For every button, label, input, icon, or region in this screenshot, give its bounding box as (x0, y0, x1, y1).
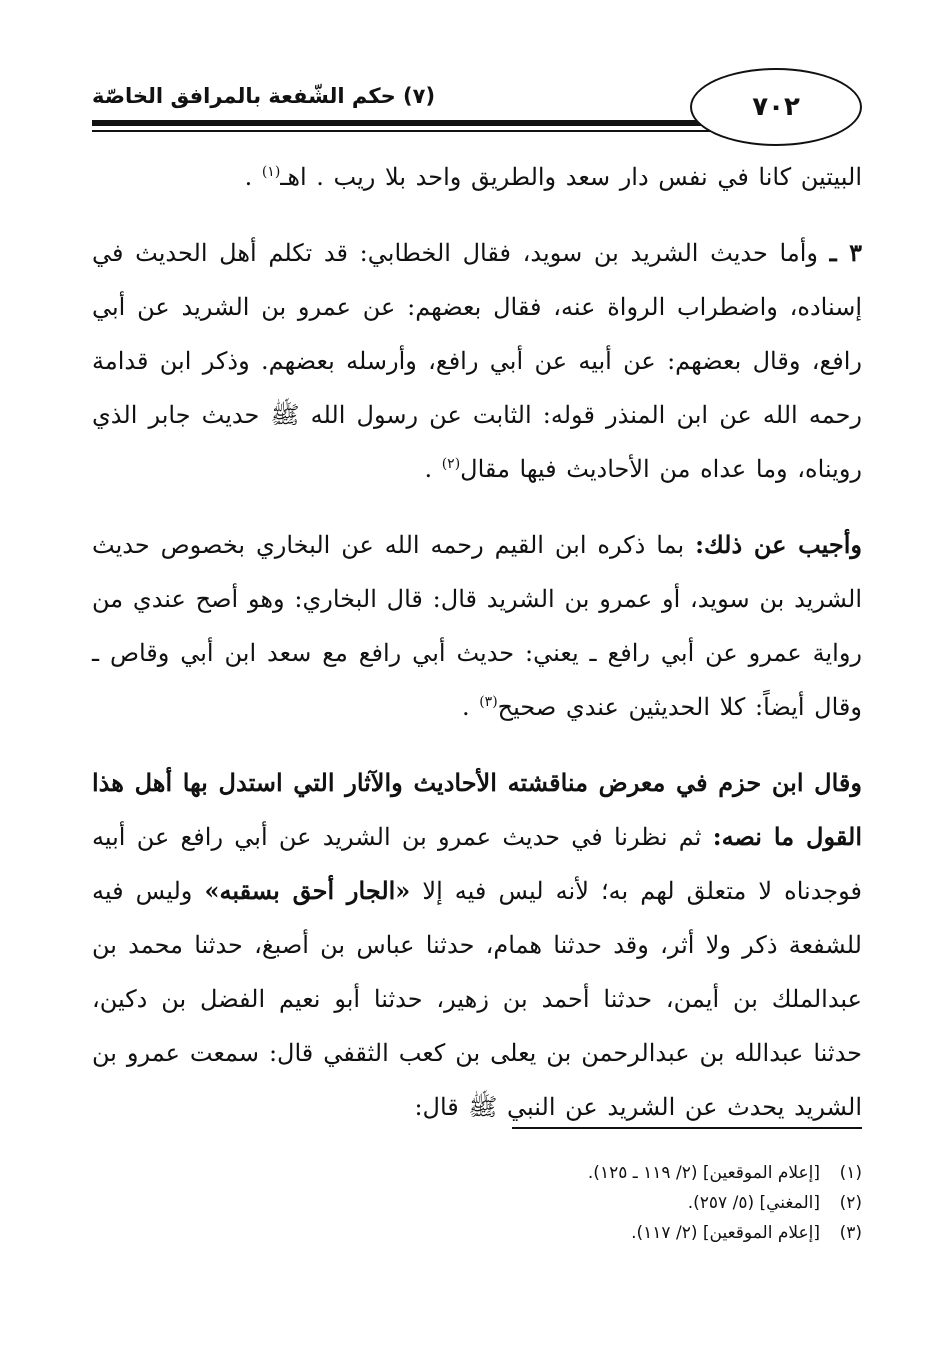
footnote-text: [إعلام الموقعين] (٢/ ١١٧). (631, 1223, 820, 1243)
page-header (92, 62, 862, 144)
paragraph-3 (92, 518, 862, 734)
footnote-ref[interactable]: (٢) (441, 456, 461, 472)
paragraph-text: البيتين كانا في نفس دار سعد والطريق واحد بلا ريب . اهـ (280, 163, 862, 191)
body-text (92, 150, 862, 1156)
paragraph-4 (92, 756, 862, 1134)
footnote-number: (٢) (839, 1193, 862, 1213)
footnote-text: [المغني] (٥/ ٢٥٧). (687, 1193, 820, 1213)
paragraph-lead: وقال ابن حزم في معرض مناقشته الأحاديث والآثار التي استدل بها أهل هذا القول ما نصه: (92, 768, 862, 851)
footnotes (262, 1158, 862, 1248)
header-rule-thin (92, 130, 712, 132)
hadith-quote: «الجار أحق بسقبه» (204, 876, 411, 905)
footnote-number: (٣) (839, 1223, 862, 1243)
footnote-item (262, 1158, 862, 1188)
footnote-ref[interactable]: (٣) (479, 694, 498, 710)
paragraph-tail: . (244, 163, 262, 191)
footnote-item (262, 1188, 862, 1218)
page-number: ٧٠٢ (690, 68, 862, 146)
paragraph-2 (92, 226, 862, 496)
paragraph-1 (92, 150, 862, 204)
paragraph-tail: . (461, 693, 480, 721)
footnote-separator (512, 1127, 862, 1129)
paragraph-text-before: ثم نظرنا في حديث عمرو بن الشريد عن أبي رافع عن أبيه فوجدناه لا متعلق لهم به؛ لأنه ليس فيه إلا (92, 823, 862, 905)
footnote-text: [إعلام الموقعين] (٢/ ١١٩ ـ ١٢٥). (587, 1163, 820, 1183)
footnote-number: (١) (839, 1163, 862, 1183)
footnote-ref[interactable]: (١) (261, 164, 281, 180)
header-rule (92, 120, 712, 126)
paragraph-text: بما ذكره ابن القيم رحمه الله عن البخاري بخصوص حديث الشريد بن سويد، أو عمرو بن الشريد قال: قال البخاري: وهو أصح عندي من رواية عمرو عن أبي رافع ـ يعني: حديث أبي رافع مع سعد ابن أبي وقاص ـ وقال أيضاً: كلا الحديثين عندي صحيح (92, 531, 862, 721)
paragraph-tail: . (424, 455, 442, 483)
running-title: (٧) حكم الشّفعة بالمرافق الخاصّة (92, 84, 436, 108)
paragraph-lead: وأجيب عن ذلك: (695, 530, 862, 559)
paragraph-text: وأما حديث الشريد بن سويد، فقال الخطابي: قد تكلم أهل الحديث في إسناده، واضطراب الرواة عنه، فقال بعضهم: عن عمرو بن الشريد عن أبي رافع، وقال بعضهم: عن أبيه عن أبي رافع، وأرسله بعضهم. وذكر ابن قدامة رحمه الله عن ابن المنذر قوله: الثابت عن رسول الله ﷺ حديث جابر الذي رويناه، وما عداه من الأحاديث فيها مقال (92, 239, 862, 483)
paragraph-text: وليس فيه للشفعة ذكر ولا أثر، وقد حدثنا همام، حدثنا عباس بن أصبغ، حدثنا محمد بن عبدالملك بن أيمن، حدثنا أحمد بن زهير، حدثنا أبو نعيم الفضل بن دكين، حدثنا عبدالله بن عبدالرحمن بن يعلى بن كعب الثقفي قال: سمعت عمرو بن الشريد يحدث عن الشريد عن النبي ﷺ قال: (92, 877, 862, 1121)
paragraph-lead: ٣ ـ (829, 238, 862, 267)
footnote-item (262, 1218, 862, 1248)
